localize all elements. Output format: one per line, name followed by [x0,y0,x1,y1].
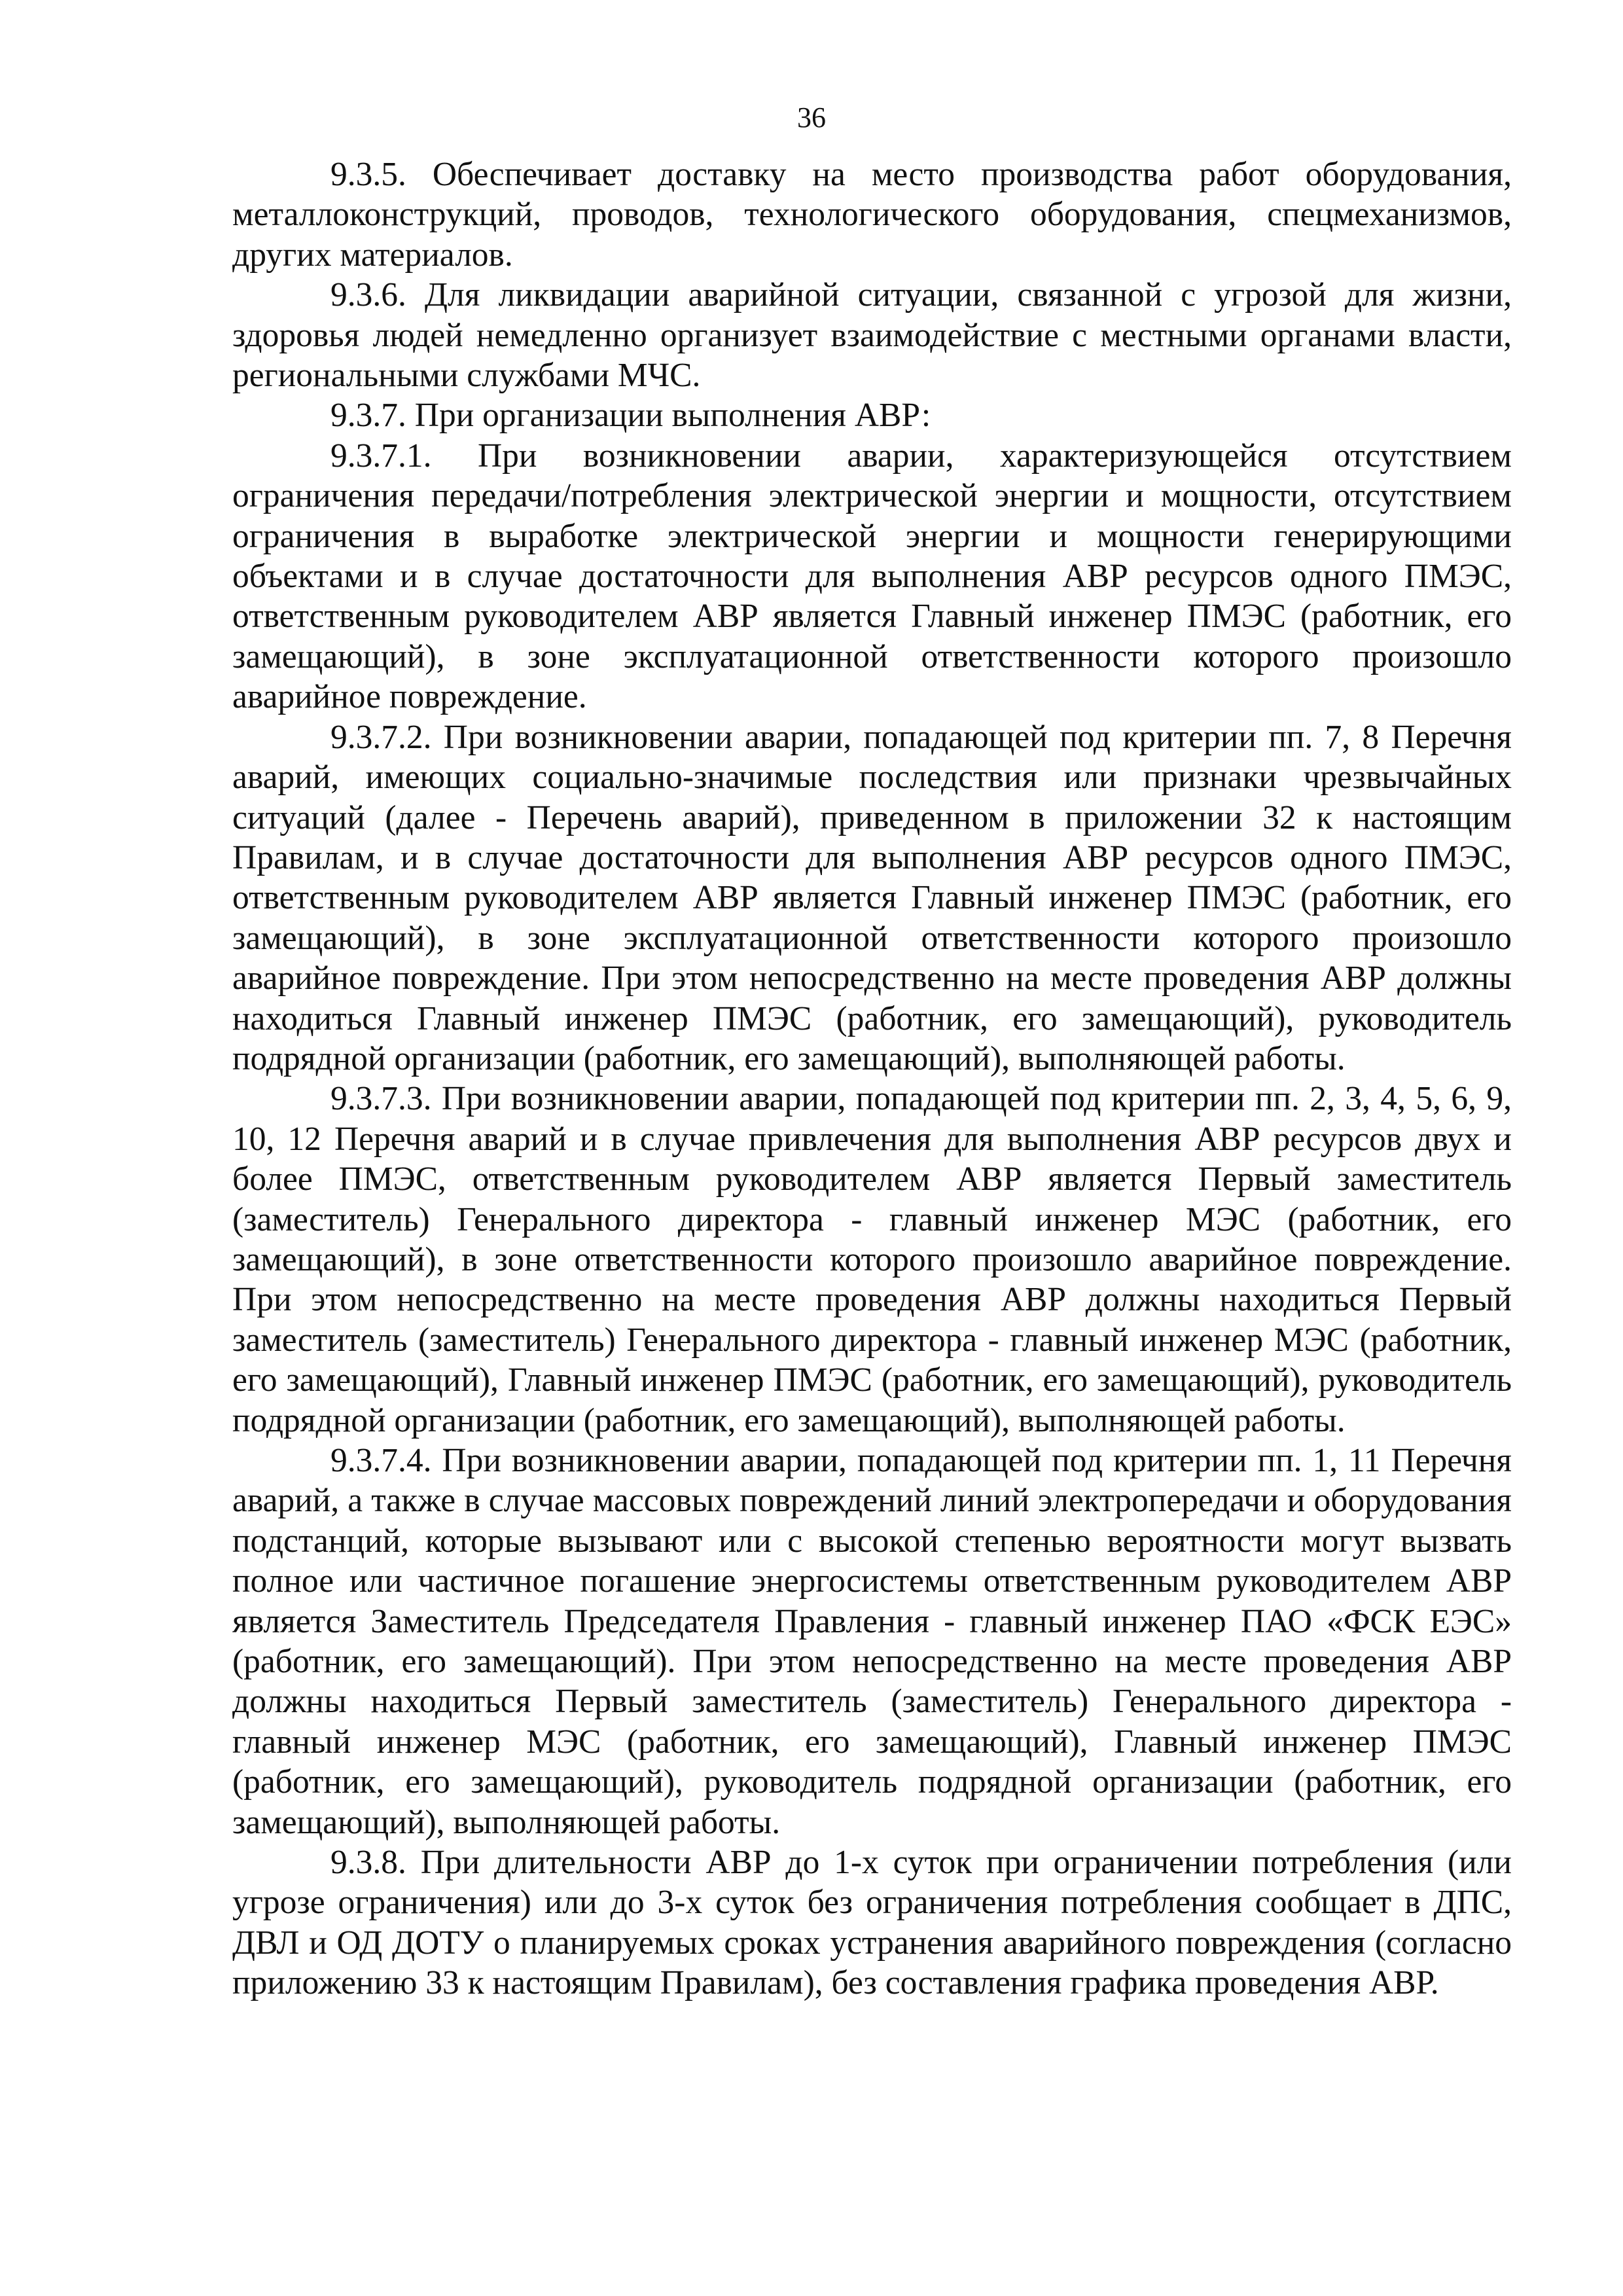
page-number: 36 [797,101,826,134]
document-body [232,154,1512,2003]
paragraph-9-3-5: 9.3.5. Обеспечивает доставку на место производства работ оборудования, металлоконструкций, проводов, технологического оборудования, спецмеханизмов, других материалов. [232,156,1512,274]
paragraph-9-3-6: 9.3.6. Для ликвидации аварийной ситуации, связанной с угрозой для жизни, здоровья людей немедленно организует взаимодействие с местными органами власти, региональными службами МЧС. [232,276,1512,395]
paragraph-9-3-7-1: 9.3.7.1. При возникновении аварии, характеризующейся отсутствием ограничения передачи/потребления электрической энергии и мощности, отсутствием ограничения в выработке электрической энергии и мощности генерирующими объектами и в случае достаточности для выполнения АВР ресурсов одного ПМЭС, ответственным руководителем АВР является Главный инженер ПМЭС (работник, его замещающий), в зоне эксплуатационной ответственности которого произошло аварийное повреждение. [232,437,1512,716]
paragraph-9-3-7-4: 9.3.7.4. При возникновении аварии, попадающей под критерии пп. 1, 11 Перечня аварий, а также в случае массовых повреждений линий электропередачи и оборудования подстанций, которые вызывают или с высокой степенью вероятности могут вызвать полное или частичное погашение энергосистемы ответственным руководителем АВР является Заместитель Председателя Правления - главный инженер ПАО «ФСК ЕЭС» (работник, его замещающий). При этом непосредственно на месте проведения АВР должны находиться Первый заместитель (заместитель) Генерального директора - главный инженер МЭС (работник, его замещающий), Главный инженер ПМЭС (работник, его замещающий), руководитель подрядной организации (работник, его замещающий), выполняющей работы. [232,1442,1512,1841]
paragraph-9-3-8: 9.3.8. При длительности АВР до 1-х суток при ограничении потребления (или угрозе ограничения) или до 3-х суток без ограничения потребления сообщает в ДПС, ДВЛ и ОД ДОТУ о планируемых сроках устранения аварийного повреждения (согласно приложению 33 к настоящим Правилам), без составления графика проведения АВР. [232,1844,1512,2002]
paragraph-9-3-7-3: 9.3.7.3. При возникновении аварии, попадающей под критерии пп. 2, 3, 4, 5, 6, 9, 10, 12 Перечня аварий и в случае привлечения для выполнения АВР ресурсов двух и более ПМЭС, ответственным руководителем АВР является Первый заместитель (заместитель) Генерального директора - главный инженер МЭС (работник, его замещающий), в зоне ответственности которого произошло аварийное повреждение. При этом непосредственно на месте проведения АВР должны находиться Первый заместитель (заместитель) Генерального директора - главный инженер МЭС (работник, его замещающий), Главный инженер ПМЭС (работник, его замещающий), руководитель подрядной организации (работник, его замещающий), выполняющей работы. [232,1080,1512,1439]
paragraph-9-3-7: 9.3.7. При организации выполнения АВР: [330,397,931,435]
paragraph-9-3-7-2: 9.3.7.2. При возникновении аварии, попадающей под критерии пп. 7, 8 Перечня аварий, имеющих социально-значимые последствия или признаки чрезвычайных ситуаций (далее - Перечень аварий), приведенном в приложении 32 к настоящим Правилам, и в случае достаточности для выполнения АВР ресурсов одного ПМЭС, ответственным руководителем АВР является Главный инженер ПМЭС (работник, его замещающий), в зоне эксплуатационной ответственности которого произошло аварийное повреждение. При этом непосредственно на месте проведения АВР должны находиться Главный инженер ПМЭС (работник, его замещающий), руководитель подрядной организации (работник, его замещающий), выполняющей работы. [232,718,1512,1077]
